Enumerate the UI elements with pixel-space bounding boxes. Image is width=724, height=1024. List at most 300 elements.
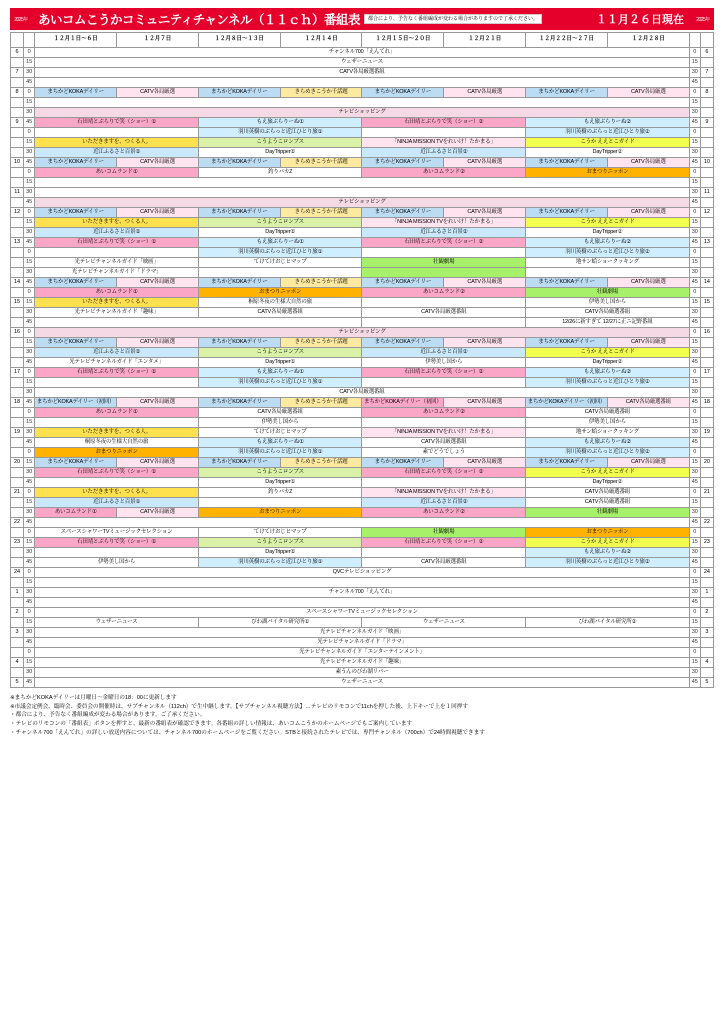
minute-label-right: 30	[689, 308, 700, 318]
hour-label-right: 11	[700, 188, 713, 198]
program-cell: ウェザーニュース	[35, 618, 199, 628]
table-row	[11, 58, 714, 68]
program-cell: テレビショッピング	[35, 108, 690, 118]
minute-label-left: 30	[24, 468, 35, 478]
hour-label-left	[11, 128, 24, 138]
program-cell: テレビショッピング	[35, 328, 690, 338]
hour-label-left	[11, 178, 24, 188]
hour-label-right: 23	[700, 538, 713, 548]
program-cell: CATV各局厳選	[607, 338, 689, 348]
table-row	[11, 68, 714, 78]
minute-label-left: 0	[24, 568, 35, 578]
program-cell: CATV各局厳選	[444, 88, 526, 98]
program-cell: 石田靖とぶらりで笑（ショー）②	[362, 538, 526, 548]
header-main	[32, 8, 692, 30]
hour-label-right	[700, 58, 713, 68]
minute-label-left: 0	[24, 488, 35, 498]
hour-label-right: 2	[700, 608, 713, 618]
program-cell: おまつりニッポン	[198, 288, 362, 298]
program-cell: DayTripper①	[198, 228, 362, 238]
hour-label-left	[11, 508, 24, 518]
minute-label-left: 0	[24, 248, 35, 258]
program-cell: CATV各局厳選	[444, 398, 526, 408]
minute-label-left: 15	[24, 418, 35, 428]
program-cell: 石田靖とぶらりで笑（ショー）①	[35, 238, 199, 248]
footnote-0: ※まちかどKOKAデイリーは月曜日〜金曜日の18：00に更新します	[10, 695, 177, 701]
program-cell: 近江ふるさと百景①	[35, 348, 199, 358]
hour-label-right	[700, 258, 713, 268]
minute-label-left: 45	[24, 278, 35, 288]
table-row	[11, 138, 714, 148]
minute-label-right: 30	[689, 428, 700, 438]
hour-label-right	[700, 268, 713, 278]
table-row	[11, 98, 714, 108]
program-cell: びわ湖バイタル研究所②	[526, 618, 690, 628]
column-header-0: １２月１日〜６日	[35, 33, 117, 48]
program-cell: あいコムランド②	[362, 508, 526, 518]
program-cell: 「NINJA MISSION TVをれいけ！たかまる」	[362, 218, 526, 228]
program-cell: てけてけおじヒマップ	[198, 428, 362, 438]
program-cell: 伊勢美し国から	[526, 418, 690, 428]
column-header-6: １２月２２日〜２７日	[526, 33, 608, 48]
table-row	[11, 118, 714, 128]
minute-label-right: 30	[689, 468, 700, 478]
minute-label-left: 0	[24, 48, 35, 58]
program-cell: 「NINJA MISSION TVをれいけ！たかまる」	[362, 488, 526, 498]
table-row	[11, 678, 714, 688]
hour-label-left: 9	[11, 118, 24, 128]
program-cell: 「NINJA MISSION TVをれいけ！たかまる」	[362, 428, 526, 438]
minute-label-right: 45	[689, 358, 700, 368]
minute-label-right: 15	[689, 618, 700, 628]
program-cell: 地サン蛤ショークッキング	[526, 258, 690, 268]
program-cell: あいコムランド②	[362, 168, 526, 178]
program-cell: スペースシャワーTVミュージックセレクション	[35, 528, 199, 538]
hour-label-right: 4	[700, 658, 713, 668]
program-cell: もえ旅ぶらりーぬ①	[198, 238, 362, 248]
minute-label-left: 0	[24, 608, 35, 618]
hour-label-right: 19	[700, 428, 713, 438]
table-row	[11, 158, 714, 168]
program-cell: CATV各局厳選	[444, 208, 526, 218]
footnote-2: ・都合により、予告なく番組編成が変わる場合があります。ご了承ください。	[10, 712, 206, 719]
program-cell	[35, 78, 690, 88]
program-cell: まちかどKOKAデイリー（初回）	[526, 398, 608, 408]
program-cell: ウェザーニュース	[362, 618, 526, 628]
program-cell: CATV各局厳選	[117, 208, 199, 218]
program-cell: 羽川英樹のぶらっと近江ひとり旅②	[526, 378, 690, 388]
program-cell	[35, 518, 690, 528]
program-cell: びわ湖バイタル研究所①	[198, 618, 362, 628]
minute-label-right: 45	[689, 198, 700, 208]
minute-label-right: 0	[689, 168, 700, 178]
minute-label-right: 30	[689, 268, 700, 278]
minute-label-left: 30	[24, 228, 35, 238]
program-cell: てけてけおじヒマップ	[198, 258, 362, 268]
program-cell: 近江ふるさと百景②	[362, 148, 526, 158]
hour-label-left	[11, 228, 24, 238]
program-cell: CATV各局厳選番組	[362, 308, 526, 318]
table-body	[11, 48, 714, 688]
program-cell	[35, 548, 199, 558]
program-cell	[35, 188, 690, 198]
minute-label-right: 30	[689, 108, 700, 118]
hour-label-right	[700, 558, 713, 568]
program-cell: 羽川英樹のぶらっと近江ひとり旅②	[526, 128, 690, 138]
minute-label-left: 15	[24, 578, 35, 588]
program-cell: CATV各局厳選	[607, 458, 689, 468]
program-cell: 桐原冬夜の生様大自然の旅	[35, 438, 199, 448]
table-row	[11, 168, 714, 178]
program-cell: きらめきこうか千話題	[280, 458, 362, 468]
hour-label-right	[700, 198, 713, 208]
hour-label-left: 14	[11, 278, 24, 288]
table-row	[11, 218, 714, 228]
program-cell: 羽川英樹のぶらっと近江ひとり旅①	[198, 128, 362, 138]
hour-label-left	[11, 648, 24, 658]
program-cell: こうか ええとこガイド	[526, 348, 690, 358]
program-cell: CATV各局厳選番組	[526, 488, 690, 498]
hour-label-left	[11, 348, 24, 358]
program-cell: CATV各局厳選	[607, 208, 689, 218]
program-table	[10, 32, 714, 688]
table-row	[11, 548, 714, 558]
hour-label-right: 3	[700, 628, 713, 638]
program-cell: きらめきこうか千話題	[280, 158, 362, 168]
minute-label-right: 0	[689, 568, 700, 578]
minute-label-left: 45	[24, 238, 35, 248]
table-row	[11, 238, 714, 248]
program-cell: CATV各局厳選番組	[35, 388, 690, 398]
table-row	[11, 128, 714, 138]
program-cell: 石田靖とぶらりで笑（ショー）②	[362, 238, 526, 248]
minute-label-right: 15	[689, 498, 700, 508]
hour-label-left: 20	[11, 458, 24, 468]
program-cell: 「NINJA MISSION TVをれいけ！たかまる」	[362, 138, 526, 148]
program-cell: CATV各局厳選番組	[526, 408, 690, 418]
hour-label-left	[11, 308, 24, 318]
program-cell: きらめきこうか千話題	[280, 338, 362, 348]
table-row	[11, 328, 714, 338]
program-cell: 12/26に新すぎて 12/27に正ニ記野番組	[526, 318, 690, 328]
program-cell: 光テレビチャンネルガイド「エンタメ」	[35, 358, 199, 368]
program-cell: こうか ええとこガイド	[526, 138, 690, 148]
program-cell	[35, 178, 690, 188]
table-row	[11, 608, 714, 618]
hour-label-left	[11, 338, 24, 348]
minute-label-left: 15	[24, 658, 35, 668]
column-header-3: １２月１４日	[280, 33, 362, 48]
program-cell: CATV各局厳選	[117, 458, 199, 468]
program-cell: まちかどKOKAデイリー	[198, 208, 280, 218]
program-cell: きらめきこうか千話題	[280, 278, 362, 288]
minute-label-right: 30	[689, 628, 700, 638]
hour-label-right: 10	[700, 158, 713, 168]
minute-label-right: 0	[689, 208, 700, 218]
program-cell: CATV各局厳選	[117, 508, 199, 518]
program-cell: 釣りバカZ	[198, 168, 362, 178]
minute-label-left: 15	[24, 338, 35, 348]
minute-label-right: 15	[689, 378, 700, 388]
program-cell	[198, 268, 362, 278]
minute-label-left: 15	[24, 258, 35, 268]
program-cell: きらめきこうか千話題	[280, 208, 362, 218]
minute-label-right: 30	[689, 508, 700, 518]
program-cell: あいコムランド②	[362, 288, 526, 298]
minute-label-left: 15	[24, 58, 35, 68]
program-cell: おまつりニッポン	[35, 448, 199, 458]
hour-label-right	[700, 638, 713, 648]
program-cell: 光テレビチャンネルガイド「ドラマ」	[35, 638, 690, 648]
minute-label-left: 30	[24, 108, 35, 118]
table-row	[11, 468, 714, 478]
hour-label-right	[700, 578, 713, 588]
program-cell: 石田靖とぶらりで笑（ショー）①	[35, 118, 199, 128]
table-row	[11, 278, 714, 288]
minute-label-right: 0	[689, 128, 700, 138]
program-cell: こうか ええとこガイド	[526, 538, 690, 548]
program-cell: CATV各局厳選	[117, 338, 199, 348]
hour-label-right	[700, 648, 713, 658]
minute-label-right: 0	[689, 408, 700, 418]
program-cell: CATV各局厳選	[607, 158, 689, 168]
minute-label-left: 0	[24, 648, 35, 658]
hour-label-left	[11, 668, 24, 678]
minute-header-right	[689, 33, 700, 48]
program-cell: いただきますを、つくる人。	[35, 428, 199, 438]
hour-label-left	[11, 438, 24, 448]
hour-label-right	[700, 388, 713, 398]
table-row	[11, 308, 714, 318]
table-row	[11, 568, 714, 578]
hour-label-left	[11, 388, 24, 398]
program-cell: 素でどうでしょう	[362, 448, 526, 458]
hour-label-left: 2	[11, 608, 24, 618]
minute-label-right: 45	[689, 278, 700, 288]
program-cell: まちかどKOKAデイリー	[35, 278, 117, 288]
program-cell: 石田靖とぶらりで笑（ショー）②	[362, 368, 526, 378]
program-cell: まちかどKOKAデイリー	[362, 208, 444, 218]
program-cell: まちかどKOKAデイリー	[198, 398, 280, 408]
minute-label-right: 0	[689, 448, 700, 458]
program-cell: 光テレビチャンネルガイド「映画」	[35, 628, 690, 638]
hour-label-left	[11, 408, 24, 418]
table-row	[11, 558, 714, 568]
table-row	[11, 298, 714, 308]
program-cell: 羽川英樹のぶらっと近江ひとり旅①	[198, 558, 362, 568]
hour-label-right: 6	[700, 48, 713, 58]
program-cell: あいコムランド①	[35, 508, 117, 518]
program-cell: 壮観劇場	[526, 288, 690, 298]
hour-label-left	[11, 358, 24, 368]
minute-label-right: 30	[689, 588, 700, 598]
hour-label-right	[700, 598, 713, 608]
program-cell: CATV各局厳選	[444, 338, 526, 348]
program-cell: 羽川英樹のぶらっと近江ひとり旅②	[526, 558, 690, 568]
table-row	[11, 418, 714, 428]
program-cell: 石田靖とぶらりで笑（ショー）①	[35, 468, 199, 478]
hour-label-right: 12	[700, 208, 713, 218]
program-cell	[35, 478, 199, 488]
hour-label-right	[700, 218, 713, 228]
program-cell: 素うんのびわ湖リバー	[35, 668, 690, 678]
hour-label-left	[11, 248, 24, 258]
hour-label-right	[700, 478, 713, 488]
program-cell: きらめきこうか千話題	[280, 88, 362, 98]
hour-label-right: 7	[700, 68, 713, 78]
hour-label-right: 22	[700, 518, 713, 528]
column-header-1: １２月７日	[117, 33, 199, 48]
hour-label-right: 15	[700, 298, 713, 308]
program-cell: こうようこロンブス	[198, 538, 362, 548]
table-row	[11, 148, 714, 158]
hour-label-left	[11, 478, 24, 488]
minute-label-left: 30	[24, 68, 35, 78]
minute-label-right: 0	[689, 488, 700, 498]
hour-label-left: 22	[11, 518, 24, 528]
hour-label-left: 5	[11, 678, 24, 688]
program-cell: 近江ふるさと百景①	[35, 498, 199, 508]
program-cell: まちかどKOKAデイリー	[198, 278, 280, 288]
program-cell: まちかどKOKAデイリー	[526, 208, 608, 218]
program-cell: まちかどKOKAデイリー	[35, 458, 117, 468]
hour-label-left	[11, 638, 24, 648]
program-cell	[35, 98, 690, 108]
program-cell: CATV各局厳選	[444, 278, 526, 288]
program-cell: DayTripper①	[198, 358, 362, 368]
page-title: あいコムこうかコミュニティチャンネル（１１ｃｈ）番組表	[38, 13, 361, 27]
program-cell: チャンネル700「えんてれ」	[35, 588, 690, 598]
minute-label-right: 30	[689, 668, 700, 678]
minute-label-left: 45	[24, 198, 35, 208]
hour-label-left: 21	[11, 488, 24, 498]
program-cell: CATV各局厳選	[117, 398, 199, 408]
program-cell: 伊勢美し国から	[198, 418, 362, 428]
program-cell: まちかどKOKAデイリー	[362, 278, 444, 288]
minute-label-right: 45	[689, 78, 700, 88]
program-cell: 地サン蛤ショークッキング	[526, 428, 690, 438]
hour-label-right	[700, 448, 713, 458]
minute-label-right: 45	[689, 518, 700, 528]
program-cell: もえ旅ぶらりーぬ②	[526, 548, 690, 558]
program-cell: 桐原冬夜の生様大自然の旅	[198, 298, 362, 308]
column-header-4: １２月１５日〜２０日	[362, 33, 444, 48]
column-header-2: １２月８日〜１３日	[198, 33, 280, 48]
program-cell: まちかどKOKAデイリー	[35, 88, 117, 98]
program-cell: あいコムランド①	[35, 408, 199, 418]
hour-label-left	[11, 288, 24, 298]
program-cell: ウェザーニュース	[35, 58, 690, 68]
hour-label-right	[700, 308, 713, 318]
minute-label-left: 30	[24, 548, 35, 558]
footnote-3: ・テレビのリモコンの「番組表」ボタンを押すと、最新の番組表が確認できます。各番組の詳しい情報は、あいコムこうかのホームページでもご案内しています	[10, 720, 413, 727]
minute-label-right: 0	[689, 608, 700, 618]
hour-label-left	[11, 258, 24, 268]
minute-label-right: 45	[689, 238, 700, 248]
minute-label-left: 30	[24, 668, 35, 678]
minute-label-left: 15	[24, 498, 35, 508]
program-cell: 石田靖とぶらりで笑（ショー）②	[362, 468, 526, 478]
hour-label-left: 8	[11, 88, 24, 98]
minute-label-right: 30	[689, 228, 700, 238]
hour-label-right	[700, 288, 713, 298]
hour-label-left	[11, 468, 24, 478]
program-cell: おまつりニッポン	[526, 528, 690, 538]
table-row	[11, 448, 714, 458]
minute-label-left: 30	[24, 348, 35, 358]
header-right-year: 2025年	[692, 8, 714, 30]
program-cell	[362, 298, 526, 308]
hour-label-left	[11, 378, 24, 388]
hour-label-right	[700, 548, 713, 558]
table-row	[11, 358, 714, 368]
hour-label-left: 4	[11, 658, 24, 668]
header-left-year: 2025年	[10, 8, 32, 30]
hour-label-right	[700, 358, 713, 368]
minute-label-right: 45	[689, 678, 700, 688]
table-row	[11, 228, 714, 238]
program-cell	[35, 248, 199, 258]
minute-label-right: 15	[689, 418, 700, 428]
program-cell	[362, 418, 526, 428]
program-cell	[362, 478, 526, 488]
minute-label-left: 0	[24, 448, 35, 458]
minute-label-left: 0	[24, 128, 35, 138]
minute-label-right: 30	[689, 188, 700, 198]
hour-label-left: 1	[11, 588, 24, 598]
hour-label-left: 15	[11, 298, 24, 308]
program-cell: 石田靖とぶらりで笑（ショー）①	[35, 538, 199, 548]
minute-label-left: 45	[24, 638, 35, 648]
program-cell: 光テレビチャンネルガイド「エンターテインメント」	[35, 648, 690, 658]
hour-label-right	[700, 408, 713, 418]
table-row	[11, 658, 714, 668]
table-row	[11, 48, 714, 58]
program-cell: CATV各局厳選番組	[526, 308, 690, 318]
hour-label-left	[11, 108, 24, 118]
program-cell: あいコムランド②	[362, 408, 526, 418]
program-cell: まちかどKOKAデイリー（初回）	[35, 398, 117, 408]
program-cell	[35, 128, 199, 138]
minute-label-left: 30	[24, 388, 35, 398]
program-cell: まちかどKOKAデイリー	[526, 278, 608, 288]
hour-label-left: 24	[11, 568, 24, 578]
minute-label-right: 45	[689, 478, 700, 488]
hour-label-right	[700, 498, 713, 508]
hour-label-right: 14	[700, 278, 713, 288]
hour-label-right: 13	[700, 238, 713, 248]
program-cell: もえ旅ぶらりーぬ②	[526, 368, 690, 378]
table-row	[11, 108, 714, 118]
program-cell: DayTripper②	[526, 478, 690, 488]
hour-label-left: 7	[11, 68, 24, 78]
table-row	[11, 458, 714, 468]
minute-label-left: 45	[24, 398, 35, 408]
minute-label-left: 15	[24, 298, 35, 308]
minute-label-right: 0	[689, 248, 700, 258]
minute-label-right: 45	[689, 558, 700, 568]
hour-label-left	[11, 448, 24, 458]
minute-label-left: 30	[24, 428, 35, 438]
minute-label-left: 30	[24, 188, 35, 198]
minute-label-right: 45	[689, 598, 700, 608]
program-cell: まちかどKOKAデイリー	[35, 208, 117, 218]
program-cell	[35, 578, 690, 588]
program-cell: 羽川英樹のぶらっと近江ひとり旅①	[198, 248, 362, 258]
minute-label-left: 30	[24, 588, 35, 598]
table-row	[11, 528, 714, 538]
hour-label-left	[11, 618, 24, 628]
